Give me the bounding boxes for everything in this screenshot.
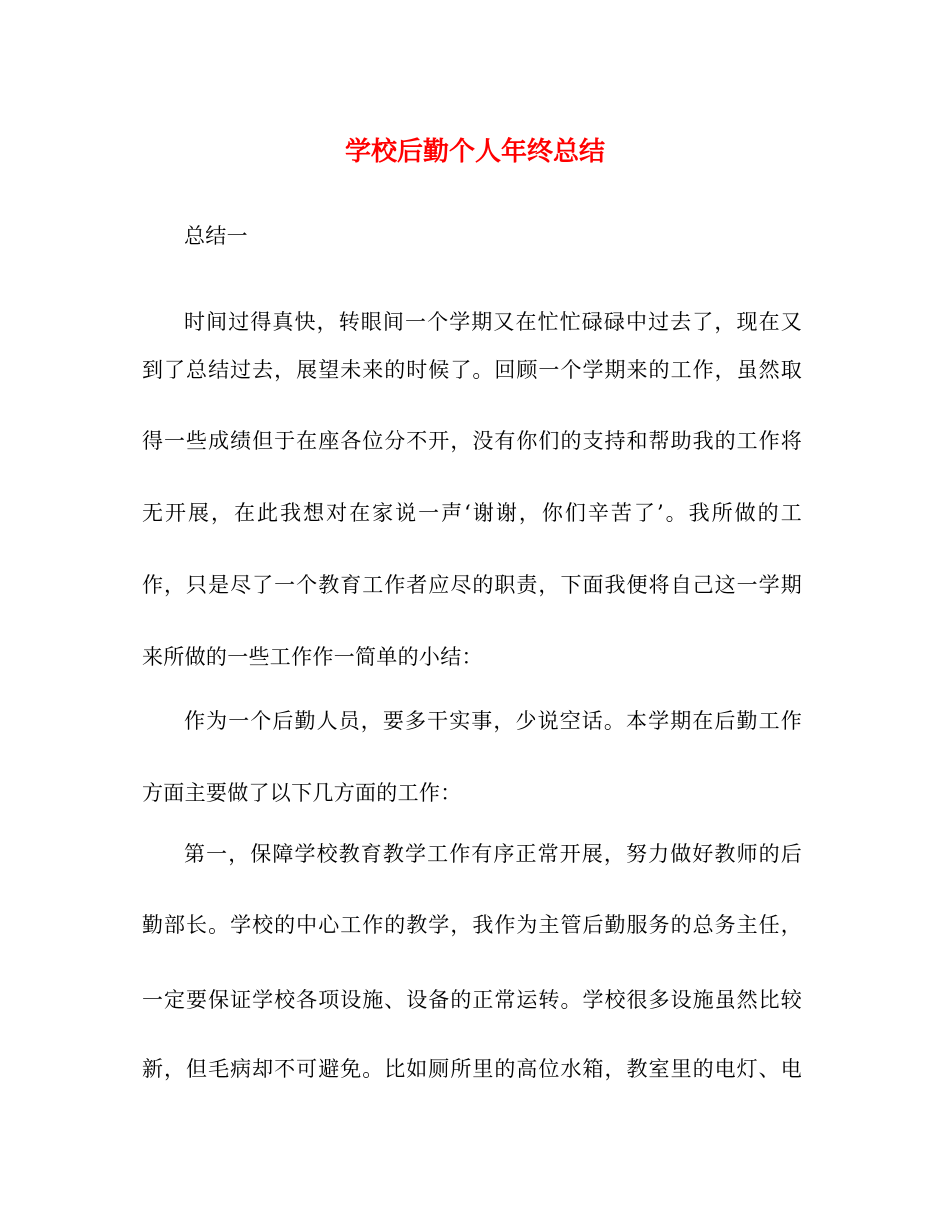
paragraph-line: 新，但毛病却不可避免。比如厕所里的高位水箱，教室里的电灯、电	[142, 1057, 802, 1081]
paragraph-line: 作为一个后勤人员，要多干实事，少说空话。本学期在后勤工作	[184, 709, 802, 733]
paragraph-line: 无开展，在此我想对在家说一声‘谢谢，你们辛苦了’。我所做的工	[142, 501, 802, 525]
paragraph-line: 一定要保证学校各项设施、设备的正常运转。学校很多设施虽然比较	[142, 988, 802, 1012]
section-heading: 总结一	[184, 224, 248, 248]
document-title: 学校后勤个人年终总结	[344, 137, 605, 167]
paragraph-line: 到了总结过去，展望未来的时候了。回顾一个学期来的工作，虽然取	[142, 358, 802, 382]
paragraph-line: 作，只是尽了一个教育工作者应尽的职责，下面我便将自己这一学期	[142, 573, 802, 597]
paragraph-line: 勤部长。学校的中心工作的教学，我作为主管后勤服务的总务主任，	[142, 913, 802, 937]
paragraph-line: 来所做的一些工作作一简单的小结：	[142, 645, 483, 669]
paragraph-line: 得一些成绩但于在座各位分不开，没有你们的支持和帮助我的工作将	[142, 429, 802, 453]
paragraph-line: 方面主要做了以下几方面的工作：	[142, 781, 462, 805]
paragraph-line: 时间过得真快，转眼间一个学期又在忙忙碌碌中过去了，现在又	[184, 310, 802, 334]
paragraph-line: 第一，保障学校教育教学工作有序正常开展，努力做好教师的后	[184, 842, 802, 866]
